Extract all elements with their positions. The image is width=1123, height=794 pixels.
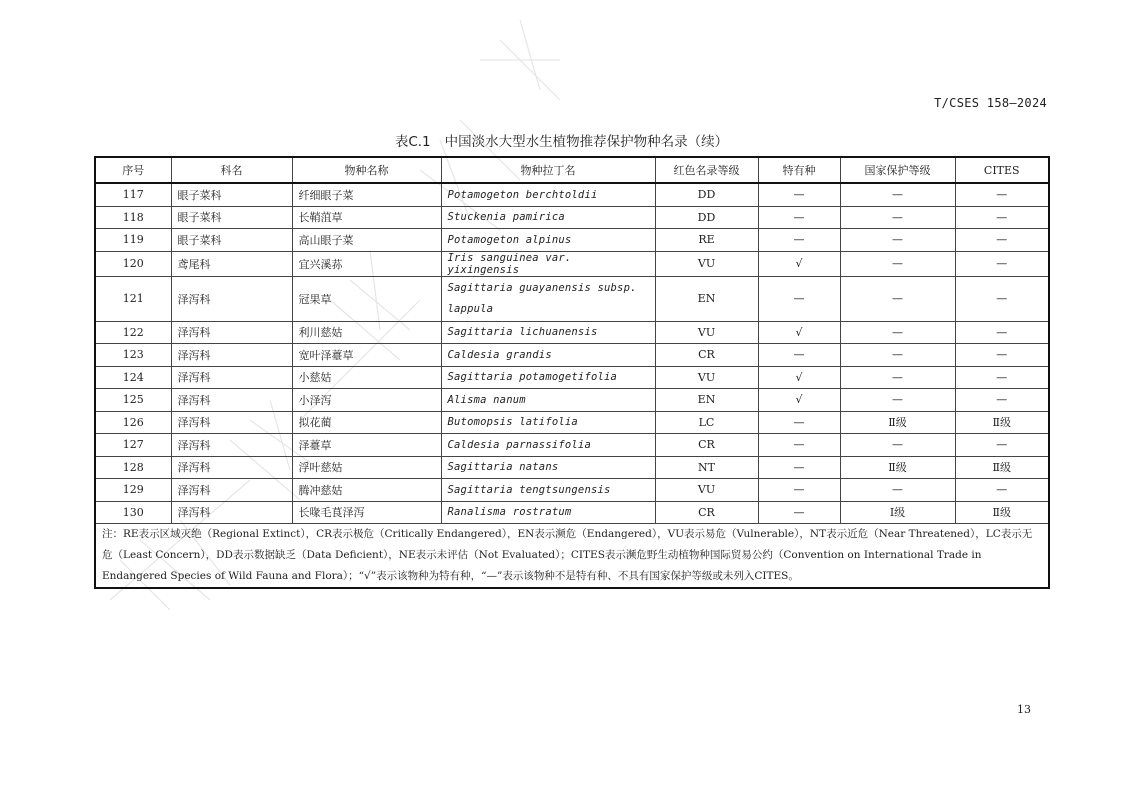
row-protection: — <box>840 276 955 321</box>
row-protection: — <box>840 434 955 457</box>
species-table <box>94 156 1050 589</box>
row-no: 119 <box>95 229 171 252</box>
header-protection: 国家保护等级 <box>840 157 955 183</box>
row-species-name: 纤细眼子菜 <box>292 183 441 206</box>
row-species-name: 浮叶慈姑 <box>292 456 441 479</box>
table-row <box>95 206 1049 229</box>
row-protection: — <box>840 229 955 252</box>
table-caption-title: 中国淡水大型水生植物推荐保护物种名录（续） <box>444 134 729 150</box>
table-row <box>95 456 1049 479</box>
row-cites: Ⅱ级 <box>955 411 1049 434</box>
row-protection: — <box>840 251 955 276</box>
row-protection: — <box>840 344 955 367</box>
row-red-list: VU <box>655 366 758 389</box>
header-endemic: 特有种 <box>758 157 840 183</box>
row-no: 118 <box>95 206 171 229</box>
table-row <box>95 229 1049 252</box>
row-cites: — <box>955 321 1049 344</box>
row-latin-name: Caldesia parnassifolia <box>441 434 655 457</box>
table-row <box>95 183 1049 206</box>
row-species-name: 腾冲慈姑 <box>292 479 441 502</box>
row-latin-name: Sagittaria lichuanensis <box>441 321 655 344</box>
row-latin-name: Caldesia grandis <box>441 344 655 367</box>
row-red-list: CR <box>655 344 758 367</box>
row-red-list: EN <box>655 389 758 412</box>
row-cites: — <box>955 229 1049 252</box>
row-endemic: — <box>758 456 840 479</box>
row-species-name: 冠果草 <box>292 276 441 321</box>
row-no: 117 <box>95 183 171 206</box>
table-row <box>95 501 1049 524</box>
table-row <box>95 366 1049 389</box>
row-family: 泽泻科 <box>171 479 292 502</box>
row-red-list: CR <box>655 501 758 524</box>
row-endemic: — <box>758 411 840 434</box>
row-family: 泽泻科 <box>171 389 292 412</box>
row-red-list: RE <box>655 229 758 252</box>
row-endemic: — <box>758 206 840 229</box>
row-species-name: 宽叶泽薹草 <box>292 344 441 367</box>
row-family: 泽泻科 <box>171 411 292 434</box>
row-no: 129 <box>95 479 171 502</box>
table-header-row <box>95 157 1049 183</box>
row-red-list: DD <box>655 183 758 206</box>
row-cites: — <box>955 389 1049 412</box>
row-cites: — <box>955 183 1049 206</box>
row-family: 泽泻科 <box>171 434 292 457</box>
row-endemic: √ <box>758 321 840 344</box>
row-protection: Ⅰ级 <box>840 501 955 524</box>
row-red-list: DD <box>655 206 758 229</box>
row-no: 128 <box>95 456 171 479</box>
row-latin-name: Butomopsis latifolia <box>441 411 655 434</box>
standard-number: T/CSES 158—2024 <box>934 96 1047 110</box>
row-latin-name: Potamogeton alpinus <box>441 229 655 252</box>
row-no: 126 <box>95 411 171 434</box>
row-protection: — <box>840 183 955 206</box>
row-endemic: — <box>758 479 840 502</box>
row-protection: — <box>840 366 955 389</box>
row-endemic: √ <box>758 251 840 276</box>
row-no: 124 <box>95 366 171 389</box>
row-cites: — <box>955 251 1049 276</box>
row-protection: — <box>840 321 955 344</box>
row-latin-name: Iris sanguinea var. yixingensis <box>441 251 655 276</box>
row-no: 125 <box>95 389 171 412</box>
row-protection: — <box>840 479 955 502</box>
row-protection: — <box>840 389 955 412</box>
row-endemic: — <box>758 276 840 321</box>
header-red-list: 红色名录等级 <box>655 157 758 183</box>
row-species-name: 长喙毛茛泽泻 <box>292 501 441 524</box>
row-family: 泽泻科 <box>171 456 292 479</box>
row-endemic: — <box>758 344 840 367</box>
row-latin-name: Sagittaria natans <box>441 456 655 479</box>
table-note <box>95 524 1049 589</box>
table-row <box>95 434 1049 457</box>
table-row <box>95 321 1049 344</box>
row-family: 眼子菜科 <box>171 183 292 206</box>
row-latin-name: Sagittaria tengtsungensis <box>441 479 655 502</box>
row-family: 眼子菜科 <box>171 229 292 252</box>
row-latin-name: Sagittaria potamogetifolia <box>441 366 655 389</box>
row-endemic: — <box>758 229 840 252</box>
row-no: 123 <box>95 344 171 367</box>
row-red-list: LC <box>655 411 758 434</box>
row-cites: — <box>955 276 1049 321</box>
row-no: 130 <box>95 501 171 524</box>
row-red-list: NT <box>655 456 758 479</box>
row-family: 泽泻科 <box>171 321 292 344</box>
table-row <box>95 411 1049 434</box>
header-cites: CITES <box>955 157 1049 183</box>
header-species-name: 物种名称 <box>292 157 441 183</box>
row-family: 鸢尾科 <box>171 251 292 276</box>
row-protection: Ⅱ级 <box>840 456 955 479</box>
row-latin-name: Stuckenia pamirica <box>441 206 655 229</box>
row-red-list: VU <box>655 251 758 276</box>
table-row <box>95 251 1049 276</box>
row-no: 122 <box>95 321 171 344</box>
table-caption-id: 表C.1 <box>394 134 431 150</box>
row-family: 泽泻科 <box>171 366 292 389</box>
row-endemic: √ <box>758 389 840 412</box>
row-cites: — <box>955 344 1049 367</box>
row-family: 泽泻科 <box>171 344 292 367</box>
row-species-name: 长鞘菹草 <box>292 206 441 229</box>
row-cites: — <box>955 479 1049 502</box>
row-no: 121 <box>95 276 171 321</box>
row-red-list: VU <box>655 479 758 502</box>
row-no: 120 <box>95 251 171 276</box>
row-species-name: 小慈姑 <box>292 366 441 389</box>
page-number: 13 <box>1017 703 1031 716</box>
row-species-name: 拟花蔺 <box>292 411 441 434</box>
row-family: 泽泻科 <box>171 501 292 524</box>
header-family: 科名 <box>171 157 292 183</box>
row-cites: Ⅱ级 <box>955 501 1049 524</box>
row-family: 眼子菜科 <box>171 206 292 229</box>
note-text: RE表示区域灭绝（Regional Extinct），CR表示极危（Critically Endangered），EN表示濒危（Endangered），VU表示易危（Vulnerable），NT表示近危（Near Threatened），LC表示无危（Least Concern），DD表示数据缺乏（Data Deficient），NE表示未评估（Not Evaluated）；CITES表示濒危野生动植物种国际贸易公约（Convention on International Trade in Endangered Species of Wild Fauna and Flora）；“√”表示该物种为特有种，“—”表示该物种不是特有种、不具有国家保护等级或未列入CITES。 <box>102 528 1033 582</box>
table-row <box>95 389 1049 412</box>
table-row <box>95 344 1049 367</box>
row-species-name: 泽薹草 <box>292 434 441 457</box>
row-species-name: 利川慈姑 <box>292 321 441 344</box>
row-protection: — <box>840 206 955 229</box>
note-label: 注： <box>102 528 123 540</box>
row-endemic: — <box>758 501 840 524</box>
row-endemic: — <box>758 434 840 457</box>
row-no: 127 <box>95 434 171 457</box>
row-cites: — <box>955 206 1049 229</box>
row-latin-name: Ranalisma rostratum <box>441 501 655 524</box>
row-species-name: 宜兴溪荪 <box>292 251 441 276</box>
row-cites: Ⅱ级 <box>955 456 1049 479</box>
table-note-row <box>95 524 1049 589</box>
row-family: 泽泻科 <box>171 276 292 321</box>
row-cites: — <box>955 366 1049 389</box>
header-latin-name: 物种拉丁名 <box>441 157 655 183</box>
row-endemic: — <box>758 183 840 206</box>
row-species-name: 高山眼子菜 <box>292 229 441 252</box>
table-row <box>95 276 1049 321</box>
table-row <box>95 479 1049 502</box>
row-red-list: CR <box>655 434 758 457</box>
row-endemic: √ <box>758 366 840 389</box>
row-latin-name: Alisma nanum <box>441 389 655 412</box>
row-cites: — <box>955 434 1049 457</box>
row-species-name: 小泽泻 <box>292 389 441 412</box>
row-red-list: VU <box>655 321 758 344</box>
row-latin-name: Potamogeton berchtoldii <box>441 183 655 206</box>
table-caption <box>0 130 1123 150</box>
row-protection: Ⅱ级 <box>840 411 955 434</box>
row-red-list: EN <box>655 276 758 321</box>
header-no: 序号 <box>95 157 171 183</box>
row-latin-name: Sagittaria guayanensis subsp. lappula <box>441 276 655 321</box>
